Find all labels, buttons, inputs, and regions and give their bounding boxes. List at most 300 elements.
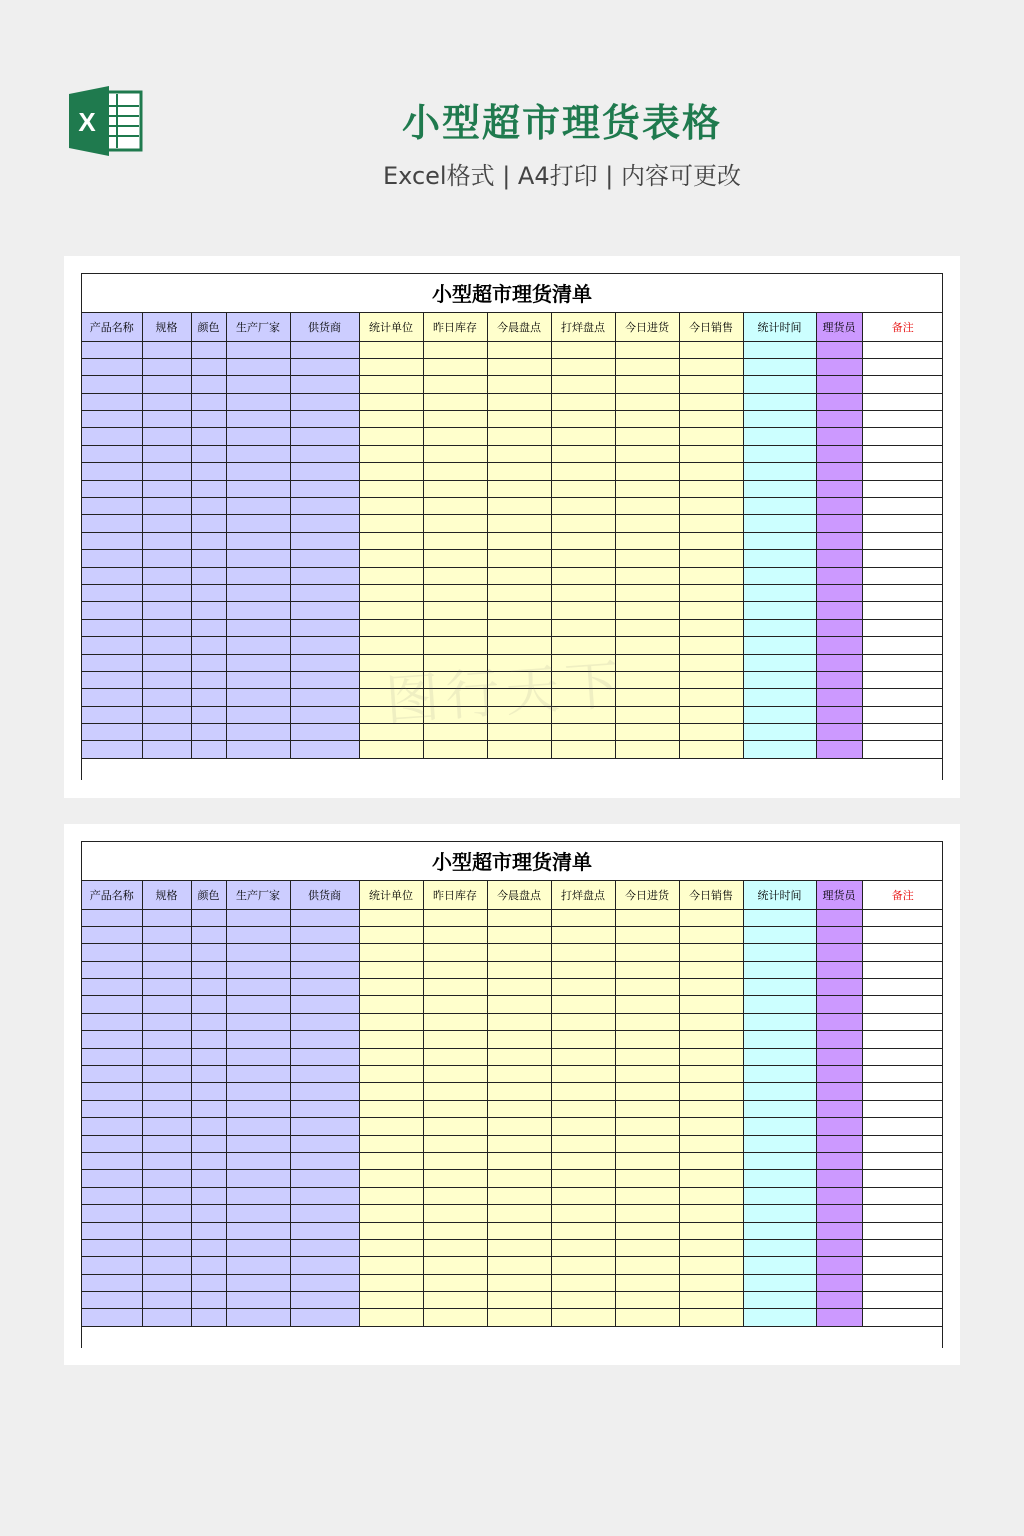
table-cell [142, 961, 191, 978]
column-header: 统计时间 [743, 881, 816, 909]
table-cell [487, 428, 551, 445]
table-cell [816, 1048, 862, 1065]
table-cell [290, 480, 359, 497]
table-cell [679, 926, 743, 943]
table-cell [142, 654, 191, 671]
table-cell [142, 1257, 191, 1274]
table-cell [142, 602, 191, 619]
table-cell [551, 996, 615, 1013]
table-cell [743, 619, 816, 636]
table-cell [290, 619, 359, 636]
table-cell [816, 1083, 862, 1100]
table-cell [615, 654, 679, 671]
table-cell [226, 1048, 290, 1065]
table-cell [226, 1187, 290, 1204]
column-header: 规格 [142, 313, 191, 341]
table-cell [615, 1066, 679, 1083]
table-cell [423, 567, 487, 584]
table-cell [816, 1257, 862, 1274]
table-row [82, 515, 943, 532]
column-header: 备注 [862, 881, 943, 909]
table-cell [191, 341, 226, 358]
table-cell [191, 1205, 226, 1222]
table-row [82, 1187, 943, 1204]
table-cell [226, 550, 290, 567]
table-cell [679, 1170, 743, 1187]
table-cell [82, 1205, 142, 1222]
table-cell [290, 376, 359, 393]
column-header: 统计时间 [743, 313, 816, 341]
table-row [82, 909, 943, 926]
table-cell [226, 1118, 290, 1135]
table-cell [679, 393, 743, 410]
table-cell [743, 741, 816, 758]
table-row [82, 1239, 943, 1256]
table-cell [743, 602, 816, 619]
table-cell [423, 1222, 487, 1239]
table-cell [290, 944, 359, 961]
table-cell [679, 584, 743, 601]
table-cell [82, 909, 142, 926]
table-cell [816, 706, 862, 723]
table-row [82, 584, 943, 601]
table-cell [743, 428, 816, 445]
table-cell [679, 358, 743, 375]
table-cell [816, 926, 862, 943]
table-cell [82, 706, 142, 723]
table-row [82, 445, 943, 462]
table-cell [816, 1118, 862, 1135]
column-header: 颜色 [191, 313, 226, 341]
table-cell [862, 602, 943, 619]
table-cell [862, 515, 943, 532]
table-cell [487, 515, 551, 532]
table-cell [816, 979, 862, 996]
table-cell [862, 1239, 943, 1256]
table-row [82, 961, 943, 978]
table-cell [487, 1187, 551, 1204]
table-cell [142, 1274, 191, 1291]
table-cell [142, 463, 191, 480]
table-cell [191, 428, 226, 445]
table-cell [423, 463, 487, 480]
column-header: 统计单位 [359, 881, 423, 909]
table-cell [743, 1292, 816, 1309]
column-header: 规格 [142, 881, 191, 909]
table-cell [423, 428, 487, 445]
table-cell [615, 1083, 679, 1100]
table-cell [191, 909, 226, 926]
table-cell [359, 961, 423, 978]
table-cell [82, 602, 142, 619]
table-cell [142, 1309, 191, 1326]
table-cell [615, 996, 679, 1013]
table-cell [423, 1239, 487, 1256]
table-cell [82, 1135, 142, 1152]
table-cell [290, 1274, 359, 1291]
table-cell [82, 445, 142, 462]
column-header: 昨日库存 [423, 313, 487, 341]
table-cell [191, 1135, 226, 1152]
table-row [82, 724, 943, 741]
table-cell [615, 619, 679, 636]
column-header: 理货员 [816, 881, 862, 909]
table-cell [423, 654, 487, 671]
inventory-table [82, 313, 943, 759]
table-cell [191, 689, 226, 706]
table-cell [862, 358, 943, 375]
table-cell [191, 584, 226, 601]
table-cell [615, 926, 679, 943]
table-cell [487, 532, 551, 549]
table-cell [82, 1187, 142, 1204]
table-cell [743, 706, 816, 723]
table-cell [816, 1187, 862, 1204]
table-cell [82, 724, 142, 741]
table-cell [487, 1048, 551, 1065]
table-cell [142, 341, 191, 358]
table-cell [82, 1170, 142, 1187]
table-cell [142, 532, 191, 549]
column-header: 今晨盘点 [487, 313, 551, 341]
table-cell [82, 463, 142, 480]
table-cell [551, 1013, 615, 1030]
table-row [82, 1118, 943, 1135]
table-cell [679, 1292, 743, 1309]
table-cell [226, 654, 290, 671]
table-cell [226, 515, 290, 532]
table-cell [551, 1118, 615, 1135]
table-cell [615, 741, 679, 758]
table-cell [82, 1257, 142, 1274]
table-cell [423, 532, 487, 549]
table-cell [82, 1100, 142, 1117]
table-cell [359, 1239, 423, 1256]
table-cell [359, 724, 423, 741]
table-cell [679, 689, 743, 706]
table-row [82, 996, 943, 1013]
table-cell [82, 1274, 142, 1291]
table-cell [423, 584, 487, 601]
table-cell [359, 1170, 423, 1187]
table-cell [142, 584, 191, 601]
table-cell [816, 996, 862, 1013]
table-cell [423, 376, 487, 393]
table-cell [290, 532, 359, 549]
table-cell [615, 637, 679, 654]
table-cell [743, 926, 816, 943]
table-cell [423, 671, 487, 688]
table-cell [862, 706, 943, 723]
table-cell [290, 550, 359, 567]
table-cell [359, 1205, 423, 1222]
table-cell [226, 358, 290, 375]
sheet-title: 小型超市理货清单 [82, 274, 942, 313]
table-cell [142, 1292, 191, 1309]
table-cell [862, 1152, 943, 1169]
table-cell [423, 979, 487, 996]
table-cell [226, 1083, 290, 1100]
table-cell [816, 376, 862, 393]
table-cell [359, 619, 423, 636]
table-cell [679, 909, 743, 926]
table-row [82, 463, 943, 480]
table-cell [359, 1118, 423, 1135]
table-cell [551, 944, 615, 961]
table-cell [743, 1118, 816, 1135]
table-cell [679, 1135, 743, 1152]
table-cell [290, 1135, 359, 1152]
table-row [82, 1222, 943, 1239]
page-title: 小型超市理货表格 [401, 101, 722, 145]
table-cell [359, 376, 423, 393]
table-cell [862, 1083, 943, 1100]
table-cell [743, 584, 816, 601]
table-cell [816, 480, 862, 497]
table-cell [290, 926, 359, 943]
table-cell [82, 671, 142, 688]
table-cell [862, 1031, 943, 1048]
table-cell [487, 654, 551, 671]
column-header: 打烊盘点 [551, 881, 615, 909]
table-cell [551, 1239, 615, 1256]
table-cell [191, 671, 226, 688]
table-cell [551, 724, 615, 741]
table-cell [191, 515, 226, 532]
table-cell [142, 1135, 191, 1152]
table-cell [862, 1309, 943, 1326]
table-cell [743, 376, 816, 393]
table-cell [816, 654, 862, 671]
table-cell [816, 567, 862, 584]
table-cell [487, 1222, 551, 1239]
table-cell [423, 358, 487, 375]
table-row [82, 706, 943, 723]
table-cell [743, 411, 816, 428]
table-cell [226, 1274, 290, 1291]
table-cell [359, 1257, 423, 1274]
table-cell [743, 637, 816, 654]
table-cell [679, 1100, 743, 1117]
table-cell [743, 498, 816, 515]
table-row [82, 1257, 943, 1274]
table-cell [862, 550, 943, 567]
table-cell [487, 637, 551, 654]
table-row [82, 498, 943, 515]
table-cell [743, 1100, 816, 1117]
table-cell [862, 567, 943, 584]
table-cell [226, 567, 290, 584]
table-cell [290, 1205, 359, 1222]
table-cell [743, 654, 816, 671]
table-cell [423, 689, 487, 706]
table-cell [551, 689, 615, 706]
table-cell [290, 567, 359, 584]
table-cell [743, 961, 816, 978]
table-cell [359, 706, 423, 723]
table-cell [615, 1013, 679, 1030]
table-cell [743, 671, 816, 688]
table-cell [359, 1135, 423, 1152]
table-cell [487, 480, 551, 497]
table-cell [615, 341, 679, 358]
table-cell [290, 689, 359, 706]
table-row [82, 689, 943, 706]
table-cell [191, 1239, 226, 1256]
table-cell [816, 724, 862, 741]
table-cell [615, 498, 679, 515]
table-cell [82, 944, 142, 961]
table-cell [191, 602, 226, 619]
table-cell [290, 1013, 359, 1030]
table-cell [142, 1222, 191, 1239]
table-row [82, 926, 943, 943]
table-cell [191, 926, 226, 943]
table-cell [226, 498, 290, 515]
table-cell [290, 358, 359, 375]
table-cell [191, 358, 226, 375]
table-row [82, 1309, 943, 1326]
table-cell [290, 1100, 359, 1117]
table-cell [82, 689, 142, 706]
table-cell [226, 996, 290, 1013]
table-cell [816, 909, 862, 926]
table-cell [423, 480, 487, 497]
table-cell [743, 550, 816, 567]
table-cell [226, 724, 290, 741]
table-cell [191, 724, 226, 741]
table-cell [551, 1031, 615, 1048]
table-cell [290, 1170, 359, 1187]
table-cell [679, 567, 743, 584]
table-cell [191, 1083, 226, 1100]
table-cell [226, 1309, 290, 1326]
table-cell [816, 741, 862, 758]
table-cell [487, 926, 551, 943]
table-cell [226, 463, 290, 480]
table-cell [423, 1013, 487, 1030]
table-cell [290, 724, 359, 741]
table-cell [359, 909, 423, 926]
table-cell [679, 706, 743, 723]
table-cell [82, 358, 142, 375]
table-cell [359, 428, 423, 445]
table-cell [226, 1031, 290, 1048]
column-header: 今日进货 [615, 313, 679, 341]
table-cell [551, 428, 615, 445]
table-cell [862, 1257, 943, 1274]
table-cell [551, 1048, 615, 1065]
table-cell [551, 393, 615, 410]
table-cell [142, 376, 191, 393]
table-cell [743, 944, 816, 961]
table-cell [615, 1292, 679, 1309]
table-cell [359, 654, 423, 671]
table-cell [743, 724, 816, 741]
table-cell [487, 1135, 551, 1152]
table-cell [679, 480, 743, 497]
table-cell [359, 341, 423, 358]
table-cell [423, 341, 487, 358]
table-cell [82, 637, 142, 654]
table-cell [551, 445, 615, 462]
table-cell [226, 1013, 290, 1030]
table-cell [423, 1152, 487, 1169]
table-cell [816, 637, 862, 654]
table-cell [226, 602, 290, 619]
table-cell [743, 1222, 816, 1239]
table-cell [551, 1135, 615, 1152]
table-cell [290, 741, 359, 758]
table-cell [615, 584, 679, 601]
table-cell [487, 1013, 551, 1030]
table-cell [359, 358, 423, 375]
table-cell [816, 411, 862, 428]
table-cell [226, 1257, 290, 1274]
table-cell [615, 979, 679, 996]
table-cell [862, 480, 943, 497]
table-cell [679, 961, 743, 978]
table-cell [290, 428, 359, 445]
table-cell [142, 1152, 191, 1169]
table-cell [487, 1309, 551, 1326]
table-cell [862, 445, 943, 462]
table-row [82, 637, 943, 654]
table-cell [615, 1118, 679, 1135]
table-cell [862, 532, 943, 549]
table-row [82, 1205, 943, 1222]
table-cell [615, 463, 679, 480]
table-cell [359, 602, 423, 619]
table-cell [551, 480, 615, 497]
table-cell [743, 1031, 816, 1048]
table-row [82, 341, 943, 358]
table-cell [816, 944, 862, 961]
table-cell [226, 411, 290, 428]
table-cell [551, 602, 615, 619]
table-cell [551, 926, 615, 943]
table-cell [142, 1083, 191, 1100]
table-cell [679, 724, 743, 741]
table-cell [615, 393, 679, 410]
table-cell [226, 428, 290, 445]
table-cell [191, 1100, 226, 1117]
table-cell [679, 463, 743, 480]
table-cell [290, 979, 359, 996]
table-cell [551, 532, 615, 549]
table-cell [82, 341, 142, 358]
table-cell [862, 463, 943, 480]
table-cell [290, 1292, 359, 1309]
table-cell [487, 1031, 551, 1048]
table-cell [487, 1205, 551, 1222]
table-cell [423, 619, 487, 636]
table-cell [743, 979, 816, 996]
table-row [82, 741, 943, 758]
table-cell [82, 1309, 142, 1326]
table-cell [290, 515, 359, 532]
table-cell [862, 979, 943, 996]
table-cell [679, 979, 743, 996]
table-row [82, 1170, 943, 1187]
table-cell [423, 393, 487, 410]
table-cell [551, 706, 615, 723]
table-row [82, 1048, 943, 1065]
table-cell [615, 1309, 679, 1326]
table-cell [359, 944, 423, 961]
table-cell [551, 498, 615, 515]
table-cell [226, 1205, 290, 1222]
